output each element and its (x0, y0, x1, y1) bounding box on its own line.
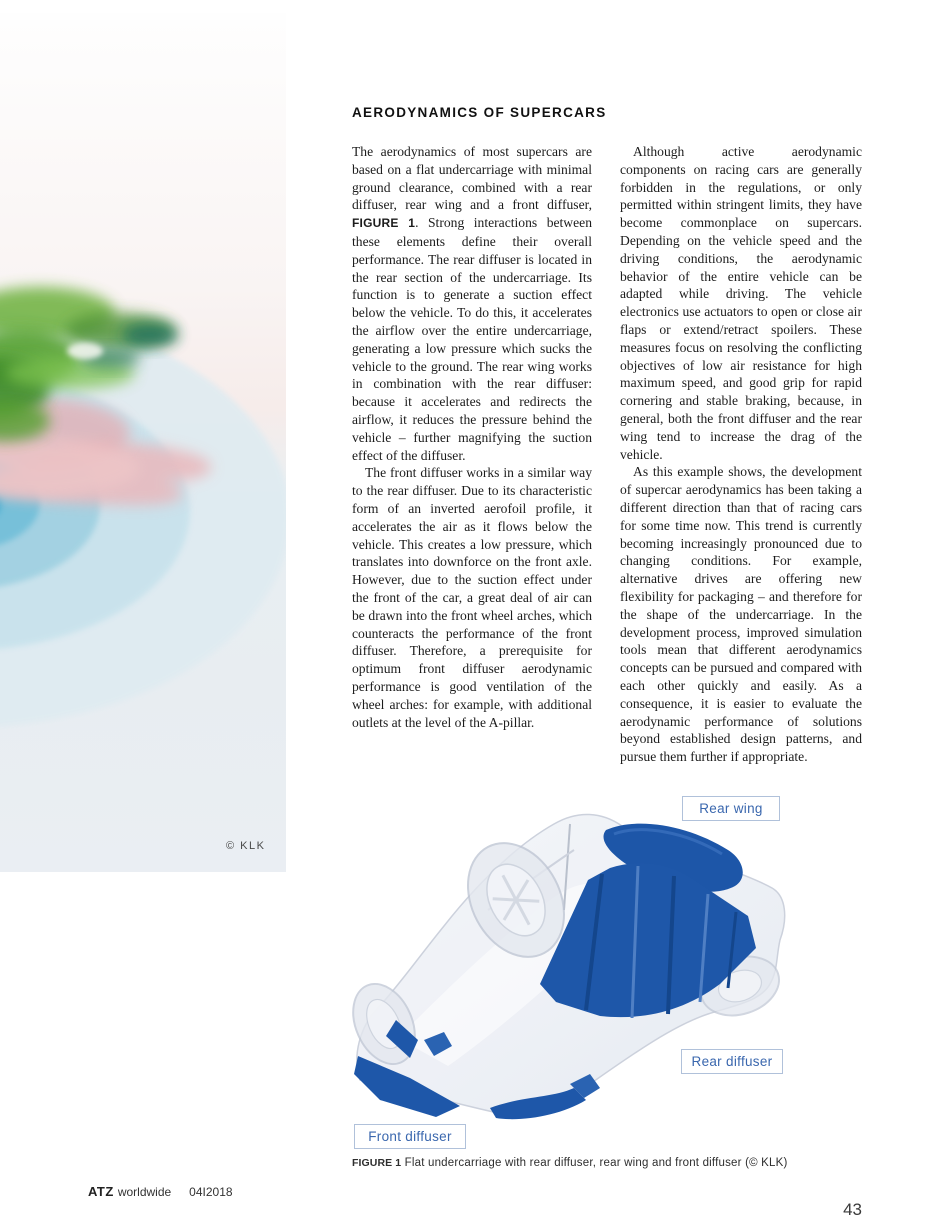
figure-caption (352, 1157, 872, 1169)
paragraph-text: . Strong interactions between these elements define their overall performance. The rear diffuser is located in the rear section of the undercarriage. Its function is to generate a suction effect below the vehicle. To do this, it accelerates the airflow over the entire undercarriage, generating a low pressure which sucks the vehicle to the ground. The rear wing works in combination with the rear diffuser: because it accelerates and redirects the airflow, it reduces the pressure behind the vehicle – further magnifying the suction effect of the diffuser. (352, 215, 592, 463)
journal-issue: 04I2018 (189, 1185, 233, 1199)
journal-name: worldwide (117, 1185, 172, 1199)
cfd-visualization-image (0, 13, 286, 872)
label-front-diffuser: Front diffuser (354, 1124, 466, 1149)
car-undercarriage-art (338, 788, 808, 1128)
journal-footer (88, 1184, 233, 1199)
text-column-1 (352, 143, 592, 731)
figure-caption-label: FIGURE 1 (352, 1157, 402, 1169)
journal-brand: ATZ (88, 1184, 114, 1199)
paragraph (352, 143, 592, 464)
figure-1-illustration (338, 788, 808, 1128)
paragraph: As this example shows, the development of supercar aerodynamics has been taking a different direction than that of racing cars for some time now. This trend is currently becoming increasingly pronounced due to changing conditions. For example, alternative drives are offering new flexibility for packaging – and therefore for the shape of the undercarriage. In the development process, improved simulation tools mean that different aerodynamics concepts can be pursued and compared with each other quickly and easily. As a consequence, it is easier to evaluate the aerodynamic performance of solutions beyond established design patterns, and pursue them further if appropriate. (620, 464, 862, 765)
label-rear-wing: Rear wing (682, 796, 780, 821)
cfd-image-art (0, 13, 286, 872)
page-number: 43 (843, 1200, 862, 1219)
label-rear-diffuser: Rear diffuser (681, 1049, 783, 1074)
figure-caption-text: Flat undercarriage with rear diffuser, rear wing and front diffuser (© KLK) (401, 1157, 788, 1169)
image-credit: © KLK (226, 840, 266, 852)
text-column-2 (620, 143, 862, 766)
paragraph: The front diffuser works in a similar way to the rear diffuser. Due to its characteristic form of an inverted aerofoil profile, it accelerates the air as it flows below the vehicle. This creates a low pressure, which translates into downforce on the front axle. However, due to the suction effect under the front of the car, a great deal of air can be drawn into the front wheel arches, which counteracts the performance of the front diffuser. Therefore, a prerequisite for optimum front diffuser aerodynamic performance is good ventilation of the wheel arches: for example, with additional outlets at the level of the A-pillar. (352, 465, 592, 730)
paragraph: Although active aerodynamic components on racing cars are generally forbidden in the regulations, or only permitted within stringent limits, they have become commonplace on supercars. Depending on the vehicle speed and the driving conditions, the aerodynamic behavior of the entire vehicle can be adapted while driving. The vehicle electronics use actuators to open or close air flaps or extend/retract spoilers. These measures focus on resolving the conflicting objectives of low air resistance for high maximum speed, and good grip for rapid cornering and stable braking, because, in general, both the front diffuser and the rear wing tend to increase the drag of the vehicle. (620, 144, 862, 462)
paragraph-text: The aerodynamics of most supercars are based on a flat undercarriage with minimal ground clearance, combined with a rear diffuser, rear wing and a front diffuser, (352, 144, 592, 213)
article-heading: AERODYNAMICS OF SUPERCARS (352, 105, 607, 120)
figure-reference: FIGURE 1 (352, 216, 416, 231)
